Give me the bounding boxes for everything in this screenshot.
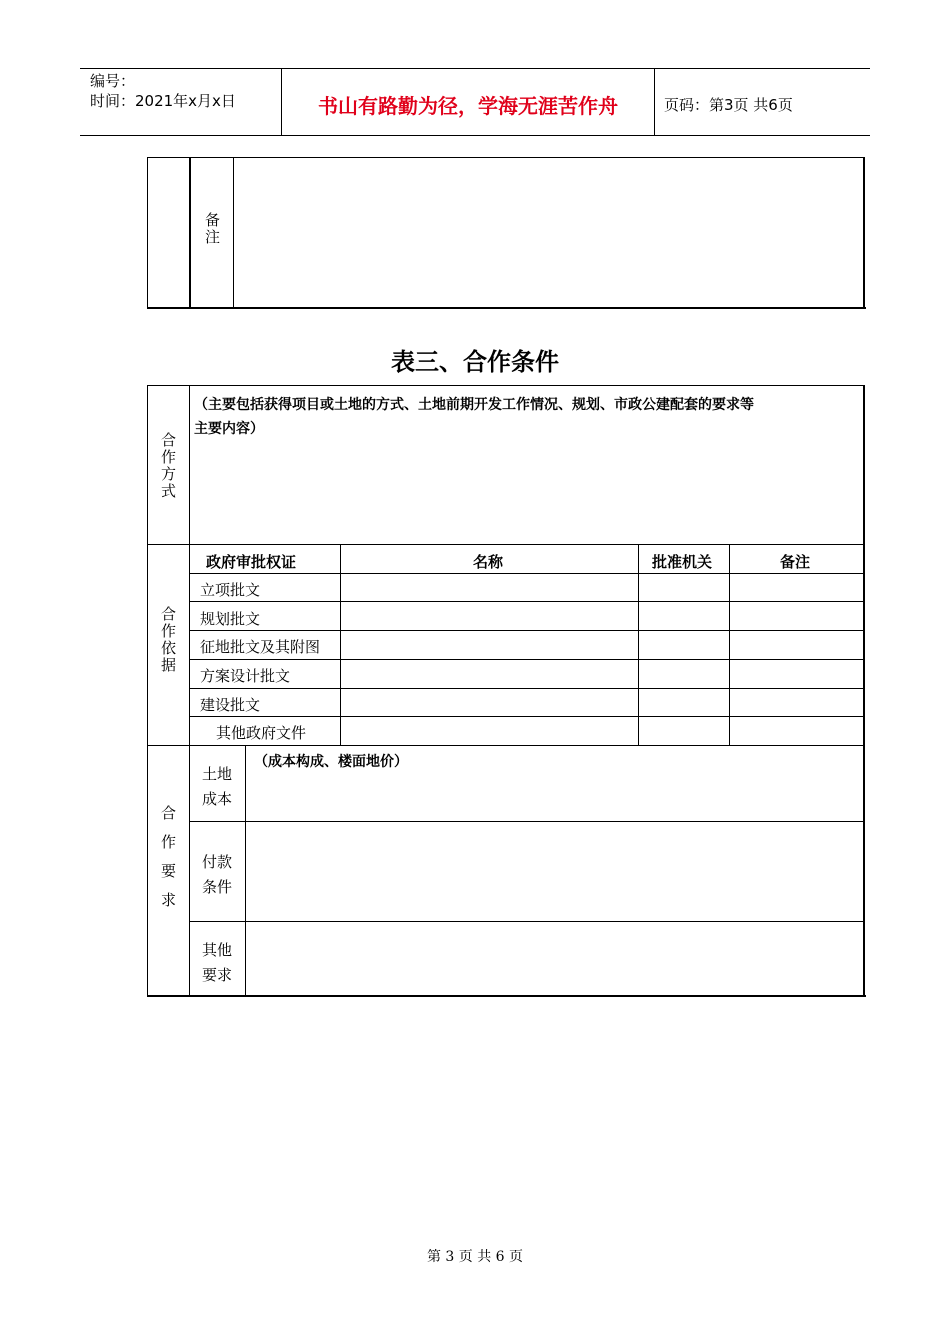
req-payment-label: 付款条件: [202, 853, 233, 896]
basis-row-design: 方案设计批文: [200, 667, 291, 685]
header-bottom-rule: [80, 135, 870, 136]
col-header-name: 名称: [473, 553, 504, 571]
cooperation-req-label: 合作要求: [159, 805, 177, 921]
col-header-approval: 政府审批权证: [206, 553, 297, 571]
cooperation-basis-label: 合作依据: [159, 606, 177, 674]
header-time-label: 时间：2021年x月x日: [90, 92, 236, 110]
section-title: 表三、合作条件: [391, 347, 559, 376]
header-page-label: 页码：第3页 共6页: [664, 96, 793, 114]
basis-row-project: 立项批文: [200, 581, 261, 599]
cooperation-mode-desc-2: 主要内容）: [194, 421, 264, 437]
header-number-label: 编号：: [90, 72, 136, 90]
basis-row-planning: 规划批文: [200, 610, 261, 628]
req-other-label: 其他要求: [202, 941, 233, 984]
header-top-rule: [80, 68, 870, 69]
req-land-cost-note: （成本构成、楼面地价）: [254, 754, 408, 770]
header-motto: 书山有路勤为径，学海无涯苦作舟: [318, 94, 618, 118]
page-footer: 第 3 页 共 6 页: [426, 1249, 524, 1265]
basis-row-other: 其他政府文件: [216, 724, 307, 742]
cooperation-mode-label: 合作方式: [159, 432, 177, 500]
cooperation-mode-desc-1: （主要包括获得项目或土地的方式、土地前期开发工作情况、规划、市政公建配套的要求等: [194, 397, 754, 413]
req-land-cost-label: 土地成本: [202, 765, 233, 808]
remark-label: 备注: [203, 212, 221, 246]
basis-row-land: 征地批文及其附图: [200, 638, 321, 656]
header-divider-right: [654, 68, 655, 136]
col-header-remark: 备注: [780, 553, 811, 571]
basis-row-construction: 建设批文: [200, 696, 261, 714]
col-header-authority: 批准机关: [652, 553, 713, 571]
